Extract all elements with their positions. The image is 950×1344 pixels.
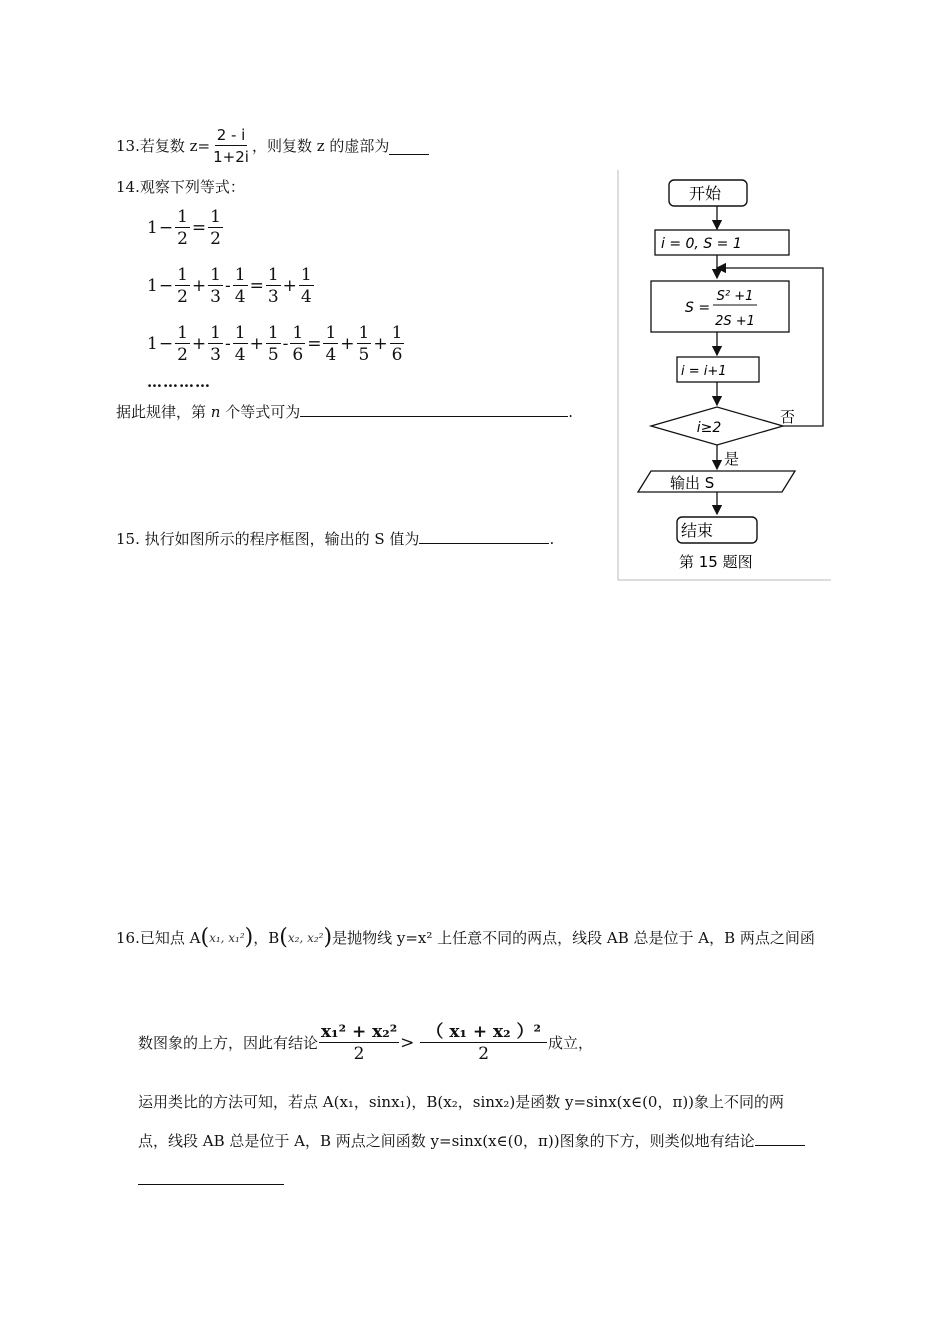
q14-rule-line [116, 400, 573, 422]
flow-assign-lhs: S = [685, 300, 711, 316]
q13-frac-num: 2 - i [216, 125, 246, 144]
plus-sign: + [191, 276, 207, 296]
frac-num: 1 [210, 264, 221, 285]
frac-den: 6 [391, 344, 403, 365]
q16-answer-blank-continued[interactable] [138, 1168, 284, 1185]
q14-ellipsis: ………… [147, 373, 211, 391]
paren-open: ( [279, 925, 288, 950]
frac-den: 4 [234, 286, 246, 307]
minus-sign: − [158, 334, 174, 354]
q13-fraction [211, 125, 251, 168]
q14-answer-blank[interactable] [300, 400, 568, 417]
q16-line-4 [138, 1129, 805, 1151]
plus-sign: + [340, 334, 355, 354]
q15-text: 15. 执行如图所示的程序框图，输出的 S 值为 [116, 530, 420, 548]
q16-line-2 [138, 1014, 593, 1072]
frac-num: 1 [177, 264, 188, 285]
frac-den: 4 [234, 344, 246, 365]
flowchart [617, 170, 832, 582]
q14-equation-2 [147, 263, 315, 309]
frac-den: 3 [210, 344, 221, 365]
eq-term: 1 [147, 276, 158, 296]
q13-prefix: 13.若复数 z= [116, 137, 211, 155]
q16-line2-prefix: 数图象的上方，因此有结论 [138, 1034, 319, 1052]
frac-num: 1 [177, 206, 188, 227]
q14-intro: 14.观察下列等式： [116, 178, 245, 196]
frac-num: 1 [267, 322, 279, 343]
q15-answer-blank[interactable] [419, 527, 549, 544]
eq-term: 1 [147, 334, 158, 354]
q14-equation-3 [147, 321, 405, 367]
q16-line2-suffix: 成立， [547, 1034, 593, 1052]
minus-sign: − [158, 276, 174, 296]
flow-decision-label: i≥2 [696, 420, 722, 436]
frac-num: 1 [300, 264, 312, 285]
frac-num: 1 [210, 206, 221, 227]
flow-incr-label: i = i+1 [681, 364, 727, 379]
frac-den: 6 [292, 344, 304, 365]
frac-den: 3 [210, 286, 221, 307]
frac-num: 1 [292, 322, 304, 343]
flow-init-label: i = 0, S = 1 [661, 236, 742, 252]
q14-equation-1 [147, 205, 224, 251]
frac-num: 1 [177, 322, 188, 343]
equals-sign: = [191, 218, 207, 238]
frac-num: 1 [210, 322, 221, 343]
q16-line4-text: 点，线段 AB 总是位于 A，B 两点之间函数 y=sinx(x∈(0，π))图象的下方，则类似地有结论 [138, 1132, 755, 1150]
plus-sign: + [373, 334, 388, 354]
paren-close: ) [323, 925, 333, 950]
flow-start-label: 开始 [688, 184, 722, 203]
minus-sign: - [224, 334, 231, 354]
q14-period: . [568, 403, 574, 421]
q16-rhs-fraction [420, 1022, 547, 1065]
q16-line-1 [116, 925, 815, 950]
frac-num: 1 [358, 322, 370, 343]
frac-den: 3 [267, 286, 279, 307]
equals-sign: = [307, 334, 322, 354]
q14-rule-suffix: 个等式可为 [225, 403, 301, 421]
plus-sign: + [191, 334, 207, 354]
eq-term: 1 [147, 218, 158, 238]
frac-den: 2 [177, 344, 188, 365]
paren-close: ) [244, 925, 254, 950]
frac-num: 1 [234, 264, 246, 285]
frac-den: 2 [177, 286, 188, 307]
q16-lhs-den: 2 [353, 1043, 365, 1064]
minus-sign: − [158, 218, 174, 238]
q16-point-a [200, 925, 254, 950]
minus-sign: - [282, 334, 289, 354]
q16-point-a-coords: x₁, x₁² [209, 931, 245, 945]
flow-assign-num: S² +1 [716, 289, 754, 304]
q16-point-b-coords: x₂, x₂² [287, 931, 324, 945]
question-15 [116, 527, 554, 549]
flow-end-label: 结束 [681, 521, 714, 540]
q15-period: . [549, 530, 555, 548]
q13-suffix: ，则复数 z 的虚部为 [251, 137, 390, 155]
q16-line-3: 运用类比的方法可知，若点 A(x₁，sinx₁)，B(x₂，sinx₂)是函数 y=sinx(x∈(0，π))象上不同的两 [138, 1093, 785, 1111]
frac-den: 5 [358, 344, 370, 365]
frac-den: 4 [300, 286, 312, 307]
equals-sign: = [249, 276, 264, 296]
flow-caption: 第 15 题图 [679, 553, 753, 571]
frac-num: 1 [391, 322, 403, 343]
paren-open: ( [200, 925, 210, 950]
frac-den: 4 [325, 344, 337, 365]
q16-point-b [279, 925, 333, 950]
q16-lhs-fraction [319, 1022, 399, 1065]
flow-assign-den: 2S +1 [715, 314, 755, 329]
flow-output [638, 471, 795, 492]
q14-rule-n: n [210, 403, 221, 421]
flow-yes-label: 是 [724, 450, 740, 468]
frac-den: 5 [267, 344, 279, 365]
question-13 [116, 126, 429, 166]
q13-frac-den: 1+2i [213, 147, 249, 166]
q16-gt: > [400, 1033, 415, 1053]
q16-lhs-num: x₁² + x₂² [321, 1021, 398, 1042]
frac-den: 2 [177, 228, 188, 249]
plus-sign: + [282, 276, 297, 296]
q16-rhs-num: （ x₁ + x₂ ）² [420, 1022, 547, 1043]
flow-no-label: 否 [780, 408, 796, 426]
q16-answer-blank[interactable] [755, 1129, 805, 1146]
q14-rule-prefix: 据此规律，第 [116, 403, 207, 421]
frac-num: 1 [267, 264, 279, 285]
frac-num: 1 [325, 322, 337, 343]
q16-rhs-den: 2 [478, 1043, 490, 1064]
plus-sign: + [249, 334, 264, 354]
flow-output-label: 输出 S [670, 474, 715, 492]
q16-line1-suffix: 是抛物线 y=x² 上任意不同的两点，线段 AB 总是位于 A，B 两点之间函 [332, 929, 815, 947]
q13-answer-blank[interactable] [389, 138, 429, 155]
q16-line1-prefix: 16.已知点 A [116, 929, 201, 947]
q16-sep: ，B [253, 929, 280, 947]
minus-sign: - [224, 276, 231, 296]
frac-num: 1 [234, 322, 246, 343]
frac-den: 2 [210, 228, 221, 249]
